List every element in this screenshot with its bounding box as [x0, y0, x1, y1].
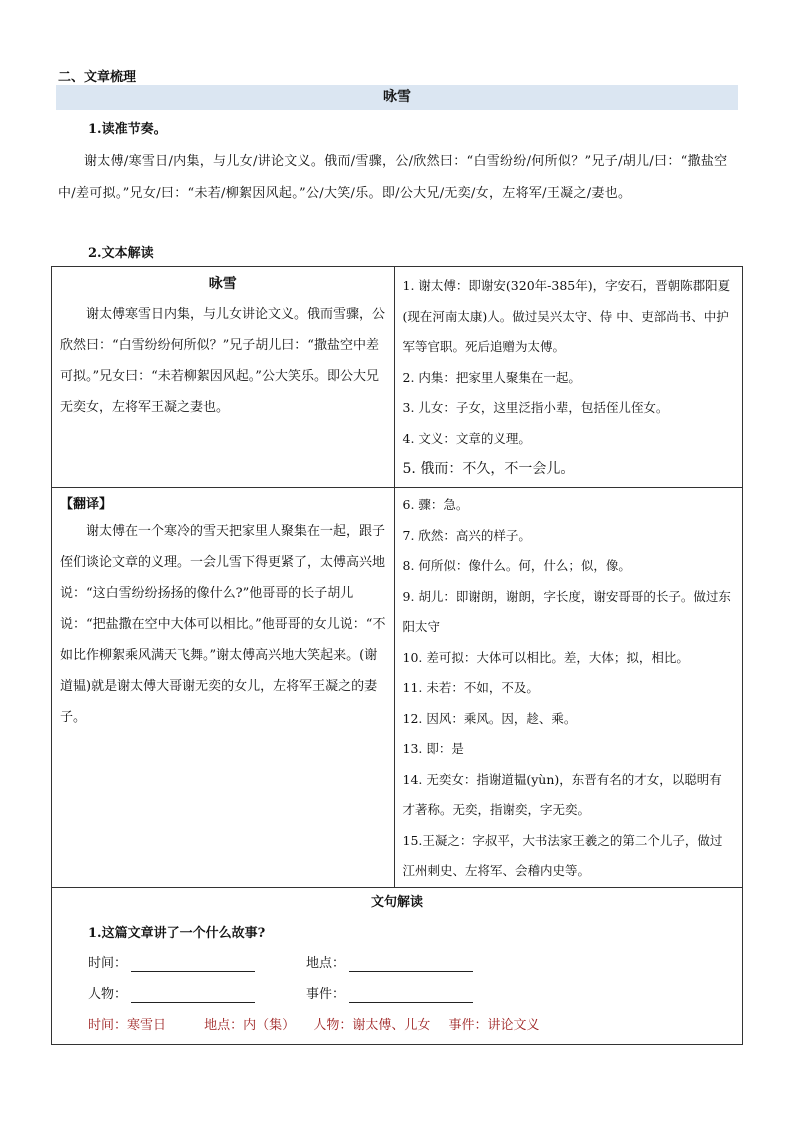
answer-place: 地点：内（集） [204, 1017, 296, 1033]
answer-event: 事件：讲论文义 [448, 1017, 540, 1033]
note-item: 6. 骤：急。 [402, 497, 469, 512]
place-label: 地点： [306, 955, 346, 971]
event-blank[interactable] [349, 986, 473, 1003]
title-bar: 咏雪 [56, 85, 738, 110]
wenju-cell [52, 887, 743, 1044]
note-item: 8. 何所似：像什么。何，什么；似，像。 [402, 558, 631, 573]
note-item: 13. 即：是 [402, 741, 464, 756]
note-item: 4. 文义：文章的义理。 [402, 430, 531, 446]
section-title: 二、文章梳理 [58, 70, 137, 85]
note-item: 1. 谢太傅：即谢安(320年-385年)，字安石，晋朝陈郡阳夏(现在河南太康)人。做过吴兴太守、侍 中、吏部尚书、中护军等官职。死后追赠为太傅。 [402, 278, 731, 354]
time-label: 时间： [88, 955, 128, 971]
note-item: 12. 因风：乘风。因，趁、乘。 [402, 710, 577, 726]
place-blank[interactable] [349, 955, 473, 972]
fill-row-1 [52, 948, 742, 979]
time-blank[interactable] [131, 955, 255, 972]
question-1: 1.这篇文章讲了一个什么故事? [88, 925, 266, 941]
translation-heading: 【翻译】 [60, 497, 113, 512]
translation-cell [52, 488, 395, 888]
translation-text: 谢太傅在一个寒冷的雪天把家里人聚集在一起，跟子侄们谈论文章的义理。一会儿雪下得更紧了，太傅高兴地说：“这白雪纷纷扬扬的像什么?”他哥哥的长子胡儿说：“把盐撒在空中大体可以相比。”他哥哥的女儿说：“不如比作柳絮乘风满天飞舞。”谢太傅高兴地大笑起来。(谢道韫)就是谢太傅大哥谢无奕的女儿，左将军王凝之的妻子。 [60, 524, 386, 725]
analysis-table [51, 266, 743, 1045]
fill-row-2 [52, 979, 742, 1010]
notes-cell-b [394, 488, 742, 888]
note-item: 15.王凝之：字叔平，大书法家王羲之的第二个儿子，做过江州刺史、左将军、会稽内史等。 [402, 832, 723, 878]
notes-cell-a [394, 267, 742, 488]
original-title: 咏雪 [208, 276, 237, 292]
note-item: 10. 差可拟：大体可以相比。差，大体；拟，相比。 [402, 649, 689, 665]
note-item: 5. 俄而：不久，不一会儿。 [402, 461, 575, 477]
person-label: 人物： [88, 986, 128, 1002]
answer-person: 人物：谢太傅、儿女 [313, 1017, 431, 1033]
original-text-cell [52, 267, 395, 488]
note-item: 11. 未若：不如，不及。 [402, 680, 539, 695]
note-item: 14. 无奕女：指谢道韫(yùn)，东晋有名的才女，以聪明有才著称。无奕，指谢奕，字无奕。 [402, 771, 722, 817]
step2-heading: 2.文本解读 [88, 246, 154, 261]
answer-line [88, 1012, 742, 1040]
step1-heading: 1.读准节奏。 [88, 122, 167, 137]
note-item: 9. 胡儿：即谢朗，谢朗，字长度，谢安哥哥的长子。做过东阳太守 [402, 588, 731, 634]
notes-list-b [403, 490, 734, 887]
wenju-title: 文句解读 [370, 894, 423, 910]
note-item: 3. 儿女：子女，这里泛指小辈，包括侄儿侄女。 [402, 400, 669, 415]
notes-list-a [403, 271, 734, 485]
person-blank[interactable] [131, 986, 255, 1003]
event-label: 事件： [306, 986, 346, 1002]
note-item: 2. 内集：把家里人聚集在一起。 [402, 369, 581, 385]
answer-time: 时间：寒雪日 [88, 1017, 167, 1033]
step1-paragraph: 谢太傅/寒雪日/内集，与儿女/讲论文义。俄而/雪骤，公/欣然曰：“白雪纷纷/何所似？”兄子/胡儿/曰：“撒盐空中/差可拟。”兄女/曰：“未若/柳絮因风起。”公/大笑/乐。即/公大兄/无奕/女，左将军/王凝之/妻也。 [58, 154, 728, 201]
note-item: 7. 欣然：高兴的样子。 [402, 527, 531, 543]
original-text: 谢太傅寒雪日内集，与儿女讲论文义。俄而雪骤，公欣然曰：“白雪纷纷何所似？”兄子胡儿曰：“撒盐空中差可拟。”兄女曰：“未若柳絮因风起。”公大笑乐。即公大兄无奕女，左将军王凝之妻也。 [60, 307, 386, 415]
